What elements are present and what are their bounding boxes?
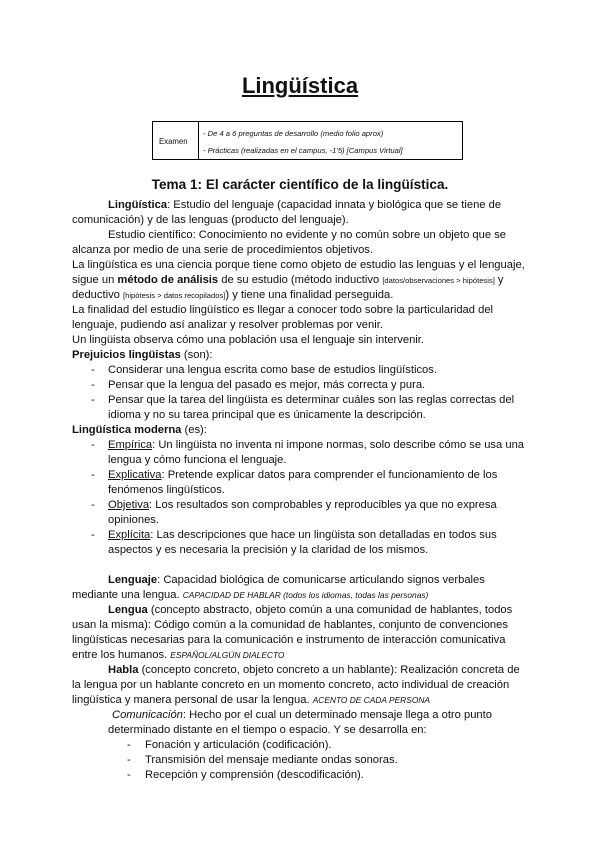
prejuicios-heading: Prejuicios lingüistas (son): — [72, 349, 213, 361]
exam-line-2: - Prácticas (realizadas en el campus, -1'5) [Campus Virtual] — [203, 146, 403, 155]
moderna-item-2-cont: fenómenos lingüísticos. — [108, 484, 225, 496]
def-line-1: Lingüística: Estudio del lenguaje (capacidad innata y biológica que se tiene de — [108, 199, 502, 211]
comunicacion-item-3: Recepción y comprensión (descodificación). — [145, 769, 364, 781]
observa-line: Un lingüista observa cómo una población usa el lenguaje sin intervenir. — [72, 334, 425, 346]
moderna-item-2: Explicativa: Pretende explicar datos para comprender el funcionamiento de los — [108, 469, 498, 481]
lengua-line-2: usan la misma): Código común a la comunidad de hablantes, conjunto de convenciones — [72, 619, 508, 631]
comunicacion-item-2: Transmisión del mensaje mediante ondas sonoras. — [145, 754, 398, 766]
comunicacion-line-2: determinado distante en el tiempo o espacio. Y se desarrolla en: — [108, 724, 427, 736]
moderna-item-4: Explícita: Las descripciones que hace un lingüista son detalladas en todos sus — [108, 529, 497, 541]
ciencia-line-3: deductivo [hipótesis > datos recopilados]) y tiene una finalidad perseguida. — [72, 289, 394, 301]
list-bullet: - — [91, 394, 95, 406]
def-term: Lingüística — [108, 199, 168, 211]
cient-line-1: Estudio científico: Conocimiento no evidente y no común sobre un objeto que se — [108, 229, 507, 241]
prejuicio-item-3-cont: idioma y no su tarea principal que es únicamente la descripción. — [108, 409, 426, 421]
exam-line-1: - De 4 a 6 preguntas de desarrollo (medio folio aprox) — [203, 129, 384, 138]
comunicacion-item-1: Fonación y articulación (codificación). — [145, 739, 332, 751]
finalidad-line-2: lenguaje, pudiendo así analizar y resolver problemas por venir. — [72, 319, 383, 331]
list-bullet: - — [91, 364, 95, 376]
lengua-line-4: entre los humanos. ESPAÑOL/ALGÚN DIALECTO — [72, 649, 285, 661]
lengua-line-3: lingüísticas necesarias para la comunicación e instrumento de interacción comunicativa — [72, 634, 506, 646]
list-bullet: - — [127, 739, 131, 751]
section-heading: Tema 1: El carácter científico de la lingüística. — [151, 177, 449, 192]
exam-label: Examen — [159, 137, 188, 146]
list-bullet: - — [91, 469, 95, 481]
lenguaje-line-1: Lenguaje: Capacidad biológica de comunicarse articulando signos verbales — [108, 574, 485, 586]
prejuicio-item-1: Considerar una lengua escrita como base de estudios lingüísticos. — [108, 364, 437, 376]
moderna-item-1: Empírica: Un lingüista no inventa ni impone normas, solo describe cómo se usa una — [108, 439, 525, 451]
exam-info-table — [152, 121, 463, 160]
comunicacion-line-1: Comunicación: Hecho por el cual un determinado mensaje llega a otro punto — [112, 709, 492, 721]
moderna-item-4-cont: aspectos y es necesaria la precisión y la claridad de los mismos. — [108, 544, 429, 556]
list-bullet: - — [91, 529, 95, 541]
prejuicio-item-2: Pensar que la lengua del pasado es mejor, más correcta y pura. — [108, 379, 426, 391]
moderna-item-3-cont: opiniones. — [108, 514, 160, 526]
list-bullet: - — [91, 499, 95, 511]
lenguaje-line-2: mediante una lengua. CAPACIDAD DE HABLAR (todos los idiomas, todas las personas) — [72, 589, 429, 601]
ciencia-line-2: sigue un método de análisis de su estudio (método inductivo [datos/observaciones > hipótesis] y — [72, 274, 504, 286]
exam-label-cell — [153, 122, 199, 159]
habla-line-2: la lengua por un hablante concreto en un momento concreto, acto individual de creación — [72, 679, 510, 691]
list-bullet: - — [91, 439, 95, 451]
moderna-item-1-cont: lengua y cómo funciona el lenguaje. — [108, 454, 287, 466]
lengua-line-1: Lengua (concepto abstracto, objeto común a una comunidad de hablantes, todos — [108, 604, 513, 616]
moderna-heading: Lingüística moderna (es): — [72, 424, 207, 436]
def-line-2: comunicación) y de las lenguas (producto del lenguaje). — [72, 214, 349, 226]
cient-line-2: alcanza por medio de una serie de procedimientos objetivos. — [72, 244, 373, 256]
ciencia-line-1: La lingüística es una ciencia porque tiene como objeto de estudio las lenguas y el lenguaje, — [72, 259, 525, 271]
habla-line-3: lingüística y manera personal de usar la lengua. ACENTO DE CADA PERSONA — [72, 694, 430, 706]
list-bullet: - — [127, 754, 131, 766]
habla-line-1: Habla (concepto concreto, objeto concreto a un hablante): Realización concreta de — [108, 664, 520, 676]
moderna-item-3: Objetiva: Los resultados son comprobables y reproducibles ya que no expresa — [108, 499, 497, 511]
finalidad-line-1: La finalidad del estudio lingüístico es llegar a conocer todo sobre la particularidad del — [72, 304, 494, 316]
page-title: Lingüística — [241, 73, 359, 98]
prejuicio-item-3: Pensar que la tarea del lingüista es determinar cuáles son las reglas correctas del — [108, 394, 515, 406]
list-bullet: - — [91, 379, 95, 391]
list-bullet: - — [127, 769, 131, 781]
